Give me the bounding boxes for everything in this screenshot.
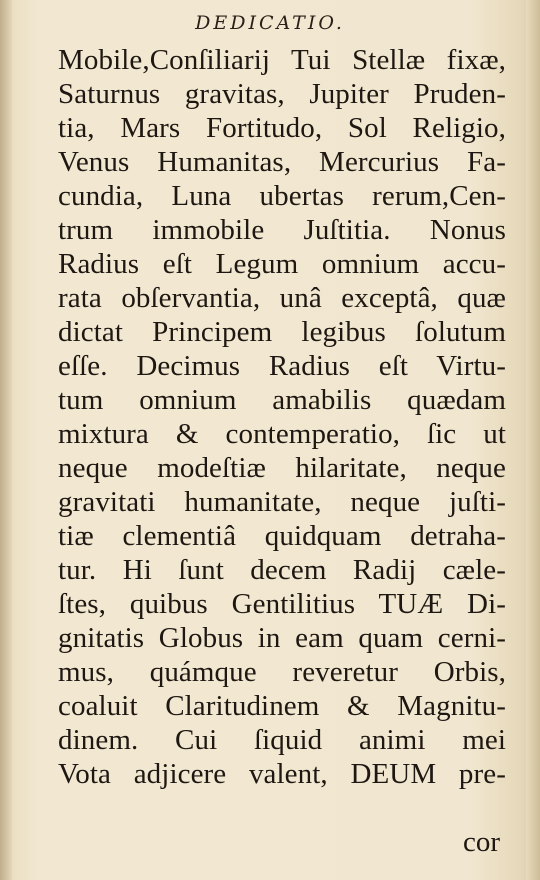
text-line: Venus Humanitas, Mercurius Fa- [58, 146, 506, 178]
text-line: rata obſervantia, unâ exceptâ, quæ [58, 282, 506, 314]
text-line: trum immobile Juſtitia. Nonus [58, 214, 506, 246]
catchword: cor [462, 826, 500, 858]
text-line: dictat Principem legibus ſolutum [58, 316, 506, 348]
text-line: Saturnus gravitas, Jupiter Pruden- [58, 78, 506, 110]
text-line: coaluit Claritudinem & Magnitu- [58, 690, 506, 722]
text-line: Vota adjicere valent, DEUM pre- [58, 758, 506, 790]
running-head: DEDICATIO. [195, 12, 345, 34]
page-edge [526, 0, 540, 880]
text-line: tum omnium amabilis quædam [58, 384, 506, 416]
text-line: tiæ clementiâ quidquam detraha- [58, 520, 506, 552]
text-line: dinem. Cui ſiquid animi mei [58, 724, 506, 756]
text-line: mus, quámque reveretur Orbis, [58, 656, 506, 688]
body-text [58, 43, 506, 791]
text-line: neque modeſtiæ hilaritate, neque [58, 452, 506, 484]
text-line: Radius eſt Legum omnium accu- [58, 248, 506, 280]
text-line: gravitati humanitate, neque juſti- [58, 486, 506, 518]
text-line: tia, Mars Fortitudo, Sol Religio, [58, 112, 506, 144]
text-line: cundia, Luna ubertas rerum,Cen- [58, 180, 506, 212]
text-line: gnitatis Globus in eam quam cerni- [58, 622, 506, 654]
page-gutter [0, 0, 12, 880]
text-line: ſtes, quibus Gentilitius TUÆ Di- [58, 588, 506, 620]
text-line: mixtura & contemperatio, ſic ut [58, 418, 506, 450]
text-line: Mobile,Conſiliarij Tui Stellæ fixæ, [58, 44, 506, 76]
text-line: tur. Hi ſunt decem Radij cæle- [58, 554, 506, 586]
text-line: eſſe. Decimus Radius eſt Virtu- [58, 350, 506, 382]
